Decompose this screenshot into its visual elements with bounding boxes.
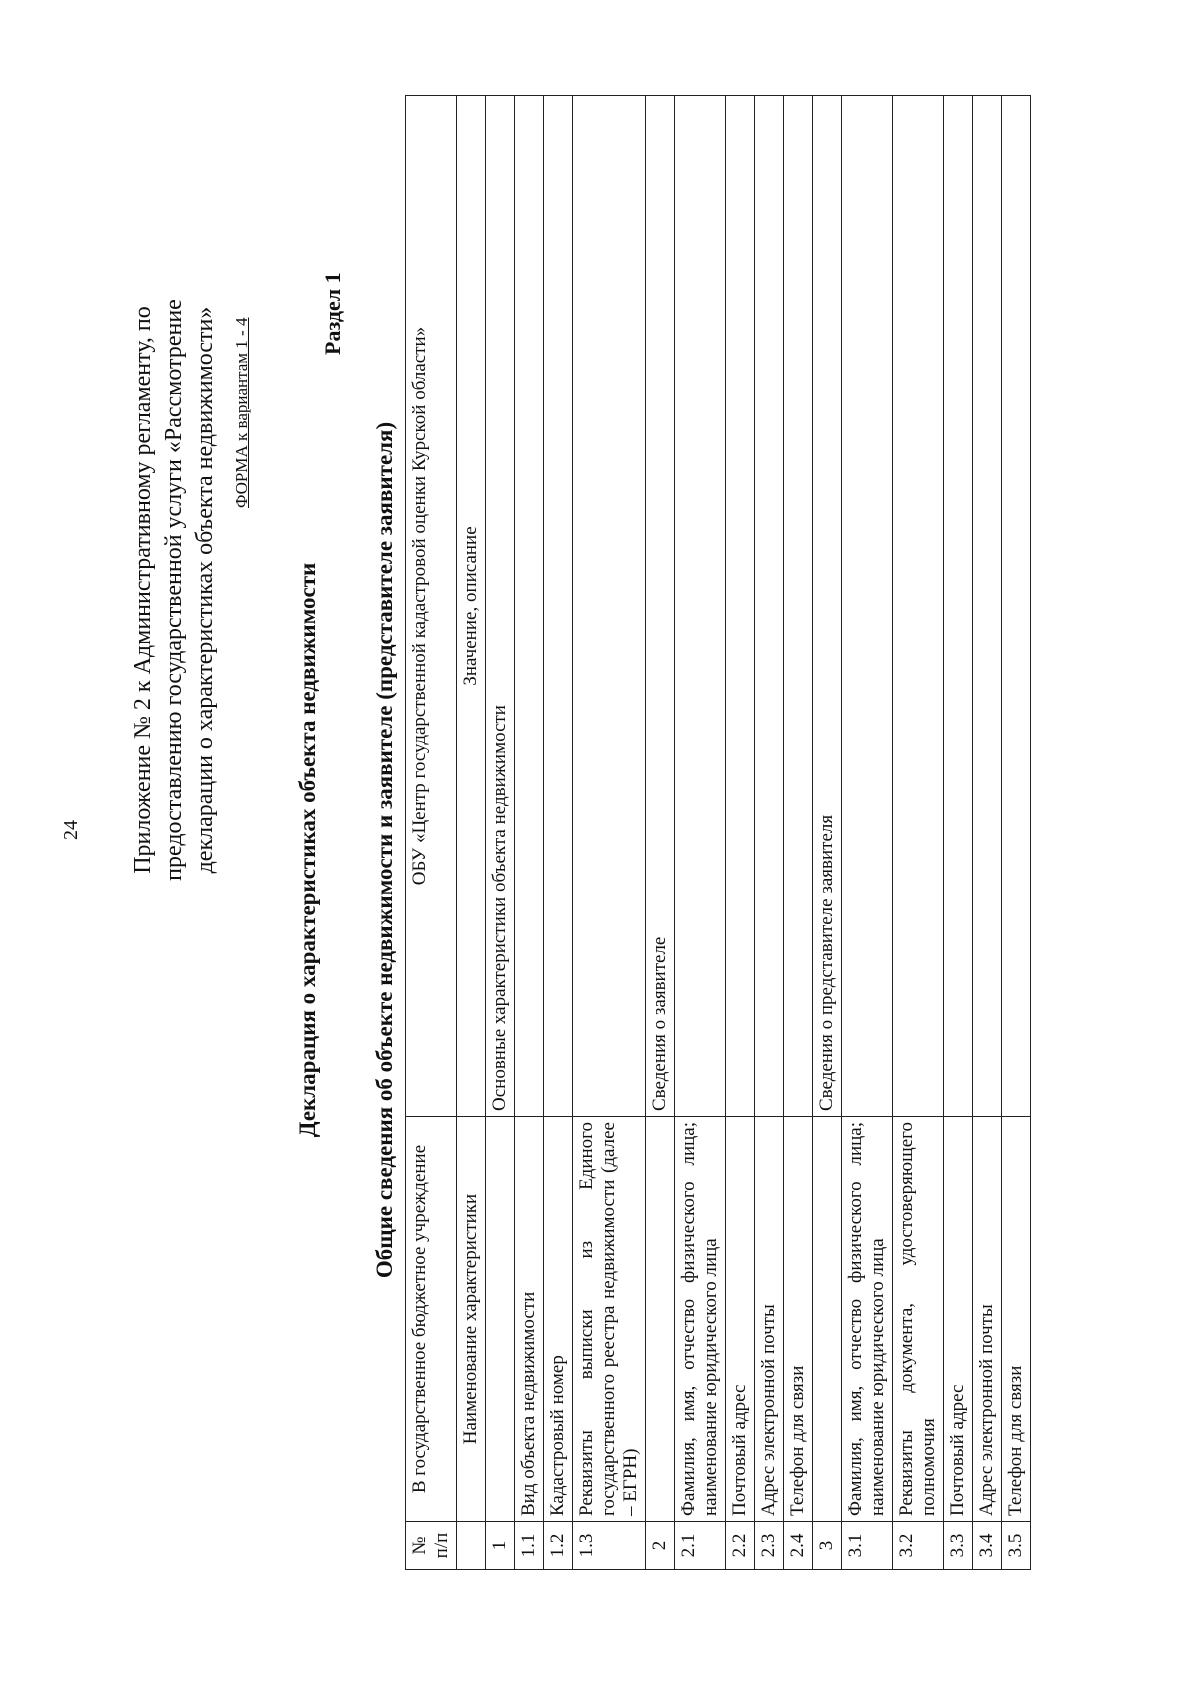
row-value — [515, 96, 544, 1117]
row-name: Адрес электронной почты — [755, 1117, 784, 1522]
row-name: Реквизиты выписки из Единого государственного реестра недвижимости (далее – ЕГРН) — [573, 1117, 646, 1522]
section-num: 3 — [813, 1522, 842, 1570]
appendix-line: Приложение № 2 к Административному регламенту, по — [130, 306, 156, 874]
row-num: 1.1 — [515, 1522, 544, 1570]
row-num: 3.1 — [842, 1522, 893, 1570]
row-name: Кадастровый номер — [544, 1117, 573, 1522]
row-num: 2.4 — [784, 1522, 813, 1570]
table-row — [842, 96, 893, 1570]
table-row — [784, 96, 813, 1570]
section-num: 2 — [646, 1522, 675, 1570]
row-num: 3.4 — [973, 1522, 1002, 1570]
empty-cell — [646, 1117, 675, 1522]
row-num: 2.1 — [675, 1522, 726, 1570]
table-header-row — [406, 96, 457, 1570]
appendix-line: предоставлению государственной услуги «Рассмотрение — [161, 299, 187, 881]
page-number: 24 — [60, 820, 82, 840]
row-name: Почтовый адрес — [726, 1117, 755, 1522]
section-title-cell: Основные характеристики объекта недвижимости — [486, 96, 515, 1117]
section-title-cell: Сведения о представителе заявителя — [813, 96, 842, 1117]
appendix-line: декларации о характеристиках объекта недвижимости» — [192, 306, 218, 874]
empty-cell — [457, 1522, 486, 1570]
section-num: 1 — [486, 1522, 515, 1570]
table-row — [755, 96, 784, 1570]
row-value — [755, 96, 784, 1117]
row-value — [1002, 96, 1031, 1117]
form-note: ФОРМА к вариантам 1 - 4 — [232, 317, 251, 508]
table-row — [544, 96, 573, 1570]
section-row — [646, 96, 675, 1570]
row-name: Вид объекта недвижимости — [515, 1117, 544, 1522]
header-addressee-value: ОБУ «Центр государственной кадастровой оценки Курской области» — [406, 96, 457, 1117]
row-name: Почтовый адрес — [944, 1117, 973, 1522]
row-value — [544, 96, 573, 1117]
table-row — [944, 96, 973, 1570]
row-num: 1.3 — [573, 1522, 646, 1570]
row-name: Телефон для связи — [1002, 1117, 1031, 1522]
row-value — [573, 96, 646, 1117]
document-title: Декларация о характеристиках объекта недвижимости — [295, 562, 320, 1138]
row-value — [784, 96, 813, 1117]
row-value — [726, 96, 755, 1117]
section-title: Раздел 1 — [320, 272, 345, 355]
row-name: Фамилия, имя, отчество физического лица; наименование юридического лица — [842, 1117, 893, 1522]
row-name: Адрес электронной почты — [973, 1117, 1002, 1522]
section-row — [813, 96, 842, 1570]
declaration-table — [405, 95, 1031, 1570]
row-name: Фамилия, имя, отчество физического лица; наименование юридического лица — [675, 1117, 726, 1522]
table-row — [675, 96, 726, 1570]
appendix-note — [128, 260, 221, 920]
table-columns-row — [457, 96, 486, 1570]
row-num: 2.3 — [755, 1522, 784, 1570]
table-title: Общие сведения об объекте недвижимости и заявителе (представителе заявителя) — [372, 421, 397, 1279]
empty-cell — [813, 1117, 842, 1522]
row-num: 1.2 — [544, 1522, 573, 1570]
section-row — [486, 96, 515, 1570]
row-num: 3.5 — [1002, 1522, 1031, 1570]
table-row — [573, 96, 646, 1570]
column-value-header: Значение, описание — [457, 96, 486, 1117]
row-value — [842, 96, 893, 1117]
row-name: Телефон для связи — [784, 1117, 813, 1522]
section-title-cell: Сведения о заявителе — [646, 96, 675, 1117]
row-value — [973, 96, 1002, 1117]
table-row — [1002, 96, 1031, 1570]
row-num: 3.3 — [944, 1522, 973, 1570]
row-num: 3.2 — [893, 1522, 944, 1570]
table-row — [515, 96, 544, 1570]
table-row — [726, 96, 755, 1570]
empty-cell — [486, 1117, 515, 1522]
row-name: Реквизиты документа, удостоверяющего полномочия — [893, 1117, 944, 1522]
row-value — [675, 96, 726, 1117]
row-num: 2.2 — [726, 1522, 755, 1570]
table-row — [973, 96, 1002, 1570]
header-num-cell: № п/п — [406, 1522, 457, 1570]
row-value — [893, 96, 944, 1117]
column-name-header: Наименование характеристики — [457, 1117, 486, 1522]
row-value — [944, 96, 973, 1117]
header-addressee-label: В государственное бюджетное учреждение — [406, 1117, 457, 1522]
table-row — [893, 96, 944, 1570]
